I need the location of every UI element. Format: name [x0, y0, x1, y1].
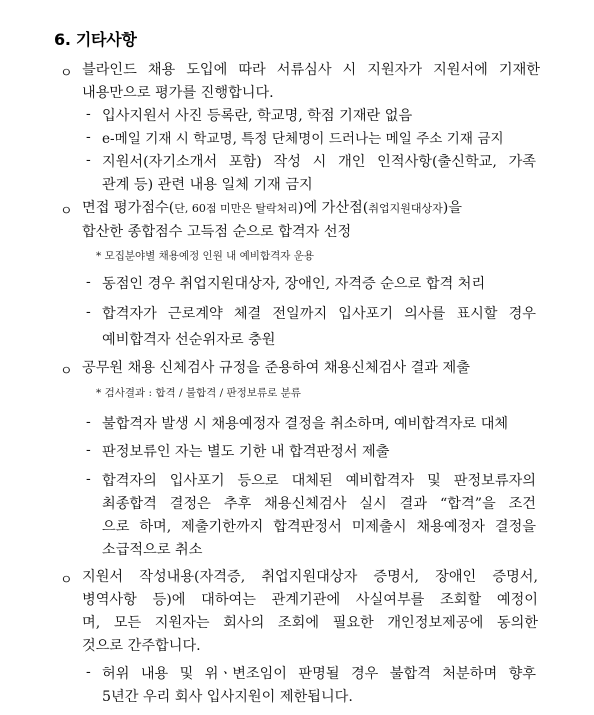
bullet-2-line-1-c: )에 가산점( — [297, 200, 369, 216]
dash-marker: - — [86, 304, 91, 320]
bullet-4-line-3: 며, 모든 지원자는 회사의 조회에 필요한 개인정보제공에 동의한 — [82, 615, 538, 631]
bullet-3-line-1: 공무원 채용 신체검사 규정을 준용하여 채용신체검사 결과 제출 — [82, 360, 470, 376]
bullet-1-dash-2: e-메일 기재 시 학교명, 특정 단체명이 드러나는 메일 주소 기재 금지 — [102, 131, 504, 147]
bullet-4-dash-1-line-2: 5년간 우리 회사 입사지원이 제한됩니다. — [102, 689, 353, 705]
bullet-marker: ㅇ — [60, 66, 73, 81]
bullet-2-line-1-a: 면접 평가점수( — [82, 200, 175, 216]
bullet-4-line-1: 지원서 작성내용(자격증, 취업지원대상자 증명서, 장애인 증명서, — [82, 569, 538, 585]
bullet-4-dash-1-line-1: 허위 내용 및 위ㆍ변조임이 판명될 경우 불합격 처분하며 향후 — [102, 666, 536, 682]
dash-marker: - — [86, 106, 91, 122]
bullet-1-dash-3-line-1: 지원서(자기소개서 포함) 작성 시 개인 인적사항(출신학교, 가족 — [102, 154, 536, 170]
bullet-2-dash-2-line-1: 합격자가 근로계약 체결 전일까지 입사포기 의사를 표시할 경우 — [102, 306, 536, 322]
bullet-2-line-1 — [82, 198, 462, 219]
bullet-2-line-1-bonus: 취업지원대상자 — [368, 202, 443, 215]
bullet-1-line-2: 내용만으로 평가를 진행합니다. — [82, 85, 274, 101]
bullet-4-line-2: 병역사항 등)에 대하여는 관계기관에 사실여부를 조회할 예정이 — [82, 592, 538, 608]
bullet-3-dash-3-line-1: 합격자의 입사포기 등으로 대체된 예비합격자 및 판정보류자의 — [102, 473, 536, 489]
bullet-2-line-2: 합산한 종합점수 고득점 순으로 합격자 선정 — [82, 224, 352, 240]
dash-marker: - — [86, 274, 91, 290]
bullet-3-dash-3-line-4: 소급적으로 취소 — [102, 542, 203, 558]
section-title: 6. 기타사항 — [54, 30, 137, 49]
bullet-3-note: * 검사결과 : 합격 / 불합격 / 판정보류로 분류 — [96, 387, 301, 399]
bullet-3-dash-3-line-2: 최종합격 결정은 추후 채용신체검사 실시 결과 “합격”을 조건 — [102, 496, 536, 512]
bullet-3-dash-2: 판정보류인 자는 별도 기한 내 합격판정서 제출 — [102, 444, 390, 460]
bullet-2-dash-1: 동점인 경우 취업지원대상자, 장애인, 자격증 순으로 합격 처리 — [102, 276, 486, 292]
bullet-marker: ㅇ — [60, 573, 73, 588]
dash-marker: - — [86, 129, 91, 145]
dash-marker: - — [86, 414, 91, 430]
bullet-marker: ㅇ — [60, 204, 73, 219]
bullet-2-note: * 모집분야별 채용예정 인원 내 예비합격자 운용 — [96, 250, 314, 262]
dash-marker: - — [86, 442, 91, 458]
bullet-2-line-1-e: )을 — [442, 200, 462, 216]
bullet-3-dash-3-line-3: 으로 하며, 제출기한까지 합격판정서 미제출시 채용예정자 결정을 — [102, 519, 536, 535]
bullet-1-line-1: 블라인드 채용 도입에 따라 서류심사 시 지원자가 지원서에 기재한 — [82, 62, 540, 78]
bullet-2-dash-2-line-2: 예비합격자 선순위자로 충원 — [102, 332, 276, 348]
bullet-1-dash-1: 입사지원서 사진 등록란, 학교명, 학점 기재란 없음 — [102, 108, 413, 124]
dash-marker: - — [86, 152, 91, 168]
bullet-marker: ㅇ — [60, 364, 73, 379]
dash-marker: - — [86, 664, 91, 680]
dash-marker: - — [86, 471, 91, 487]
bullet-4-line-4: 것으로 간주합니다. — [82, 638, 201, 654]
bullet-2-line-1-note: 단, 60점 미만은 탈락처리 — [174, 202, 298, 215]
bullet-3-dash-1: 불합격자 발생 시 채용예정자 결정을 취소하며, 예비합격자로 대체 — [102, 416, 509, 432]
bullet-1-dash-3-line-2: 관계 등) 관련 내용 일체 기재 금지 — [102, 177, 313, 193]
